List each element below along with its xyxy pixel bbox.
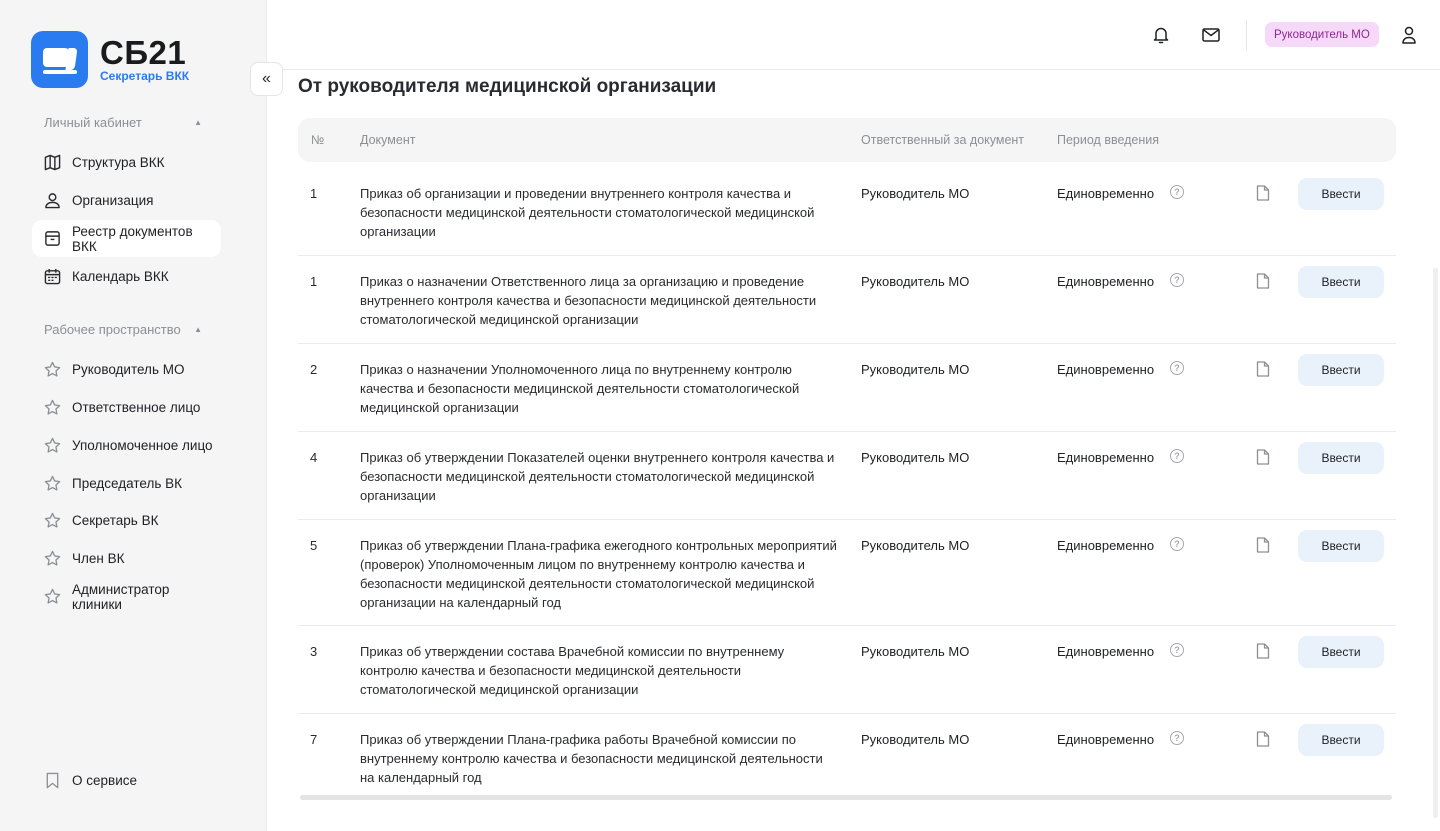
documents-table bbox=[298, 118, 1396, 162]
enter-button[interactable]: Ввести bbox=[1298, 724, 1384, 756]
document-title: Приказ об утверждении Плана-графика работы Врачебной комиссии по внутреннему контролю качества и безопасности медицинской деятельности на календарный год bbox=[360, 732, 823, 785]
file-icon[interactable] bbox=[1256, 361, 1270, 382]
sidebar-item-label: Руководитель МО bbox=[72, 362, 185, 377]
bookmark-icon bbox=[44, 772, 61, 789]
archive-icon bbox=[44, 230, 61, 247]
vertical-scrollbar[interactable] bbox=[1433, 268, 1438, 818]
period: Единовременно bbox=[1057, 538, 1155, 553]
row-number: 4 bbox=[310, 450, 318, 465]
table-row bbox=[298, 256, 1396, 344]
responsible: Руководитель МО bbox=[861, 538, 970, 553]
sidebar-item-label: Календарь ВКК bbox=[72, 269, 169, 284]
table-row bbox=[298, 432, 1396, 520]
star-icon bbox=[44, 475, 61, 492]
star-icon bbox=[44, 399, 61, 416]
column-document: Документ bbox=[360, 133, 416, 147]
row-number: 2 bbox=[310, 362, 318, 377]
help-icon[interactable]: ? bbox=[1170, 449, 1184, 463]
sidebar-item-label: Реестр документов ВКК bbox=[72, 223, 193, 254]
role-badge[interactable]: Руководитель МО bbox=[1265, 22, 1379, 47]
sidebar-item-clinic-admin[interactable] bbox=[32, 578, 221, 615]
help-icon[interactable]: ? bbox=[1170, 273, 1184, 287]
sidebar-item-documents-registry[interactable] bbox=[32, 220, 221, 257]
table-row bbox=[298, 520, 1396, 626]
help-icon[interactable]: ? bbox=[1170, 185, 1184, 199]
mail-icon[interactable] bbox=[1200, 24, 1222, 46]
row-number: 1 bbox=[310, 186, 318, 201]
file-icon[interactable] bbox=[1256, 273, 1270, 294]
bell-icon[interactable] bbox=[1150, 24, 1172, 46]
responsible: Руководитель МО bbox=[861, 732, 970, 747]
row-number: 5 bbox=[310, 538, 318, 553]
document-title: Приказ об утверждении состава Врачебной комиссии по внутреннему контролю качества и безопасности медицинской деятельности стоматологической медицинской организации bbox=[360, 644, 785, 697]
help-icon[interactable]: ? bbox=[1170, 731, 1184, 745]
file-icon[interactable] bbox=[1256, 643, 1270, 664]
star-icon bbox=[44, 437, 61, 454]
enter-button[interactable]: Ввести bbox=[1298, 178, 1384, 210]
responsible: Руководитель МО bbox=[861, 274, 970, 289]
section-personal-cabinet[interactable] bbox=[44, 115, 204, 130]
row-number: 7 bbox=[310, 732, 318, 747]
enter-button[interactable]: Ввести bbox=[1298, 354, 1384, 386]
document-title: Приказ об утверждении Показателей оценки внутреннего контроля качества и безопасности медицинской деятельности стоматологической медицинской организации bbox=[360, 450, 835, 503]
responsible: Руководитель МО bbox=[861, 362, 970, 377]
responsible: Руководитель МО bbox=[861, 450, 970, 465]
sidebar-item-authorized[interactable] bbox=[32, 427, 221, 464]
document-title: Приказ о назначении Ответственного лица за организацию и проведение внутреннего контроля качества и безопасности медицинской деятельности стоматологической медицинской организации bbox=[360, 274, 817, 327]
help-icon[interactable]: ? bbox=[1170, 361, 1184, 375]
horizontal-scrollbar[interactable] bbox=[300, 795, 1392, 800]
page-title: От руководителя медицинской организации bbox=[298, 76, 717, 97]
column-period: Период введения bbox=[1057, 133, 1160, 147]
sidebar-item-about[interactable] bbox=[32, 762, 221, 799]
sidebar-item-head-mo[interactable] bbox=[32, 351, 221, 388]
file-icon[interactable] bbox=[1256, 449, 1270, 470]
section-title: Личный кабинет bbox=[44, 115, 142, 130]
sidebar-item-label: Председатель ВК bbox=[72, 476, 182, 491]
period: Единовременно bbox=[1057, 274, 1155, 289]
sidebar-item-organization[interactable] bbox=[32, 182, 221, 219]
period: Единовременно bbox=[1057, 362, 1155, 377]
star-icon bbox=[44, 512, 61, 529]
star-icon bbox=[44, 550, 61, 567]
calendar-icon bbox=[44, 268, 61, 285]
table-row bbox=[298, 344, 1396, 432]
sidebar-item-structure[interactable] bbox=[32, 144, 221, 181]
star-icon bbox=[44, 588, 61, 605]
period: Единовременно bbox=[1057, 186, 1155, 201]
star-icon bbox=[44, 361, 61, 378]
brand-subtitle: Секретарь ВКК bbox=[100, 69, 190, 83]
caret-up-icon: ▲ bbox=[194, 118, 202, 127]
table-body bbox=[298, 162, 1396, 794]
column-responsible: Ответственный за документ bbox=[861, 133, 1025, 147]
row-number: 1 bbox=[310, 274, 318, 289]
sidebar-item-label: Уполномоченное лицо bbox=[72, 438, 213, 453]
top-header bbox=[267, 0, 1440, 70]
enter-button[interactable]: Ввести bbox=[1298, 636, 1384, 668]
document-title: Приказ о назначении Уполномоченного лица по внутреннему контролю качества и безопасности медицинской деятельности стоматологической медицинской организации bbox=[360, 362, 800, 415]
sidebar-item-member[interactable] bbox=[32, 540, 221, 577]
sidebar bbox=[0, 0, 267, 831]
sidebar-item-label: Администратор клиники bbox=[72, 581, 170, 612]
period: Единовременно bbox=[1057, 450, 1155, 465]
logo[interactable] bbox=[31, 31, 189, 88]
file-icon[interactable] bbox=[1256, 185, 1270, 206]
section-title: Рабочее пространство bbox=[44, 322, 181, 337]
table-row bbox=[298, 626, 1396, 714]
header-divider bbox=[1246, 20, 1247, 50]
sidebar-item-label: Секретарь ВК bbox=[72, 513, 159, 528]
responsible: Руководитель МО bbox=[861, 186, 970, 201]
user-icon[interactable] bbox=[1398, 24, 1420, 46]
document-title: Приказ об организации и проведении внутреннего контроля качества и безопасности медицинской деятельности стоматологической медицинской организации bbox=[360, 186, 815, 239]
sidebar-item-calendar[interactable] bbox=[32, 258, 221, 295]
brand-title: СБ21 bbox=[100, 34, 187, 71]
column-num: № bbox=[311, 133, 325, 147]
period: Единовременно bbox=[1057, 732, 1155, 747]
file-icon[interactable] bbox=[1256, 731, 1270, 752]
row-number: 3 bbox=[310, 644, 318, 659]
responsible: Руководитель МО bbox=[861, 644, 970, 659]
table-row bbox=[298, 162, 1396, 256]
sidebar-item-secretary[interactable] bbox=[32, 502, 221, 539]
help-icon[interactable]: ? bbox=[1170, 643, 1184, 657]
enter-button[interactable]: Ввести bbox=[1298, 442, 1384, 474]
collapse-sidebar-button[interactable]: « bbox=[250, 62, 283, 96]
logo-icon bbox=[31, 31, 88, 88]
sidebar-item-responsible[interactable] bbox=[32, 389, 221, 426]
map-icon bbox=[44, 154, 61, 171]
file-icon[interactable] bbox=[1256, 537, 1270, 558]
enter-button[interactable]: Ввести bbox=[1298, 266, 1384, 298]
sidebar-item-label: О сервисе bbox=[72, 773, 137, 788]
sidebar-item-label: Ответственное лицо bbox=[72, 400, 201, 415]
sidebar-item-chairman[interactable] bbox=[32, 465, 221, 502]
enter-button[interactable]: Ввести bbox=[1298, 530, 1384, 562]
table-row bbox=[298, 714, 1396, 794]
document-title: Приказ об утверждении Плана-графика ежегодного контрольных мероприятий (проверок) Уполномоченным лицом по внутреннему контролю качества и безопасности медицинской деятельности стоматологической медицинской организации на календарный год bbox=[360, 538, 837, 610]
users-icon bbox=[44, 192, 61, 209]
help-icon[interactable]: ? bbox=[1170, 537, 1184, 551]
caret-up-icon: ▲ bbox=[194, 325, 202, 334]
sidebar-item-label: Член ВК bbox=[72, 551, 125, 566]
period: Единовременно bbox=[1057, 644, 1155, 659]
section-workspace[interactable] bbox=[44, 322, 204, 337]
table-header bbox=[298, 118, 1396, 162]
sidebar-item-label: Структура ВКК bbox=[72, 155, 165, 170]
sidebar-item-label: Организация bbox=[72, 193, 154, 208]
